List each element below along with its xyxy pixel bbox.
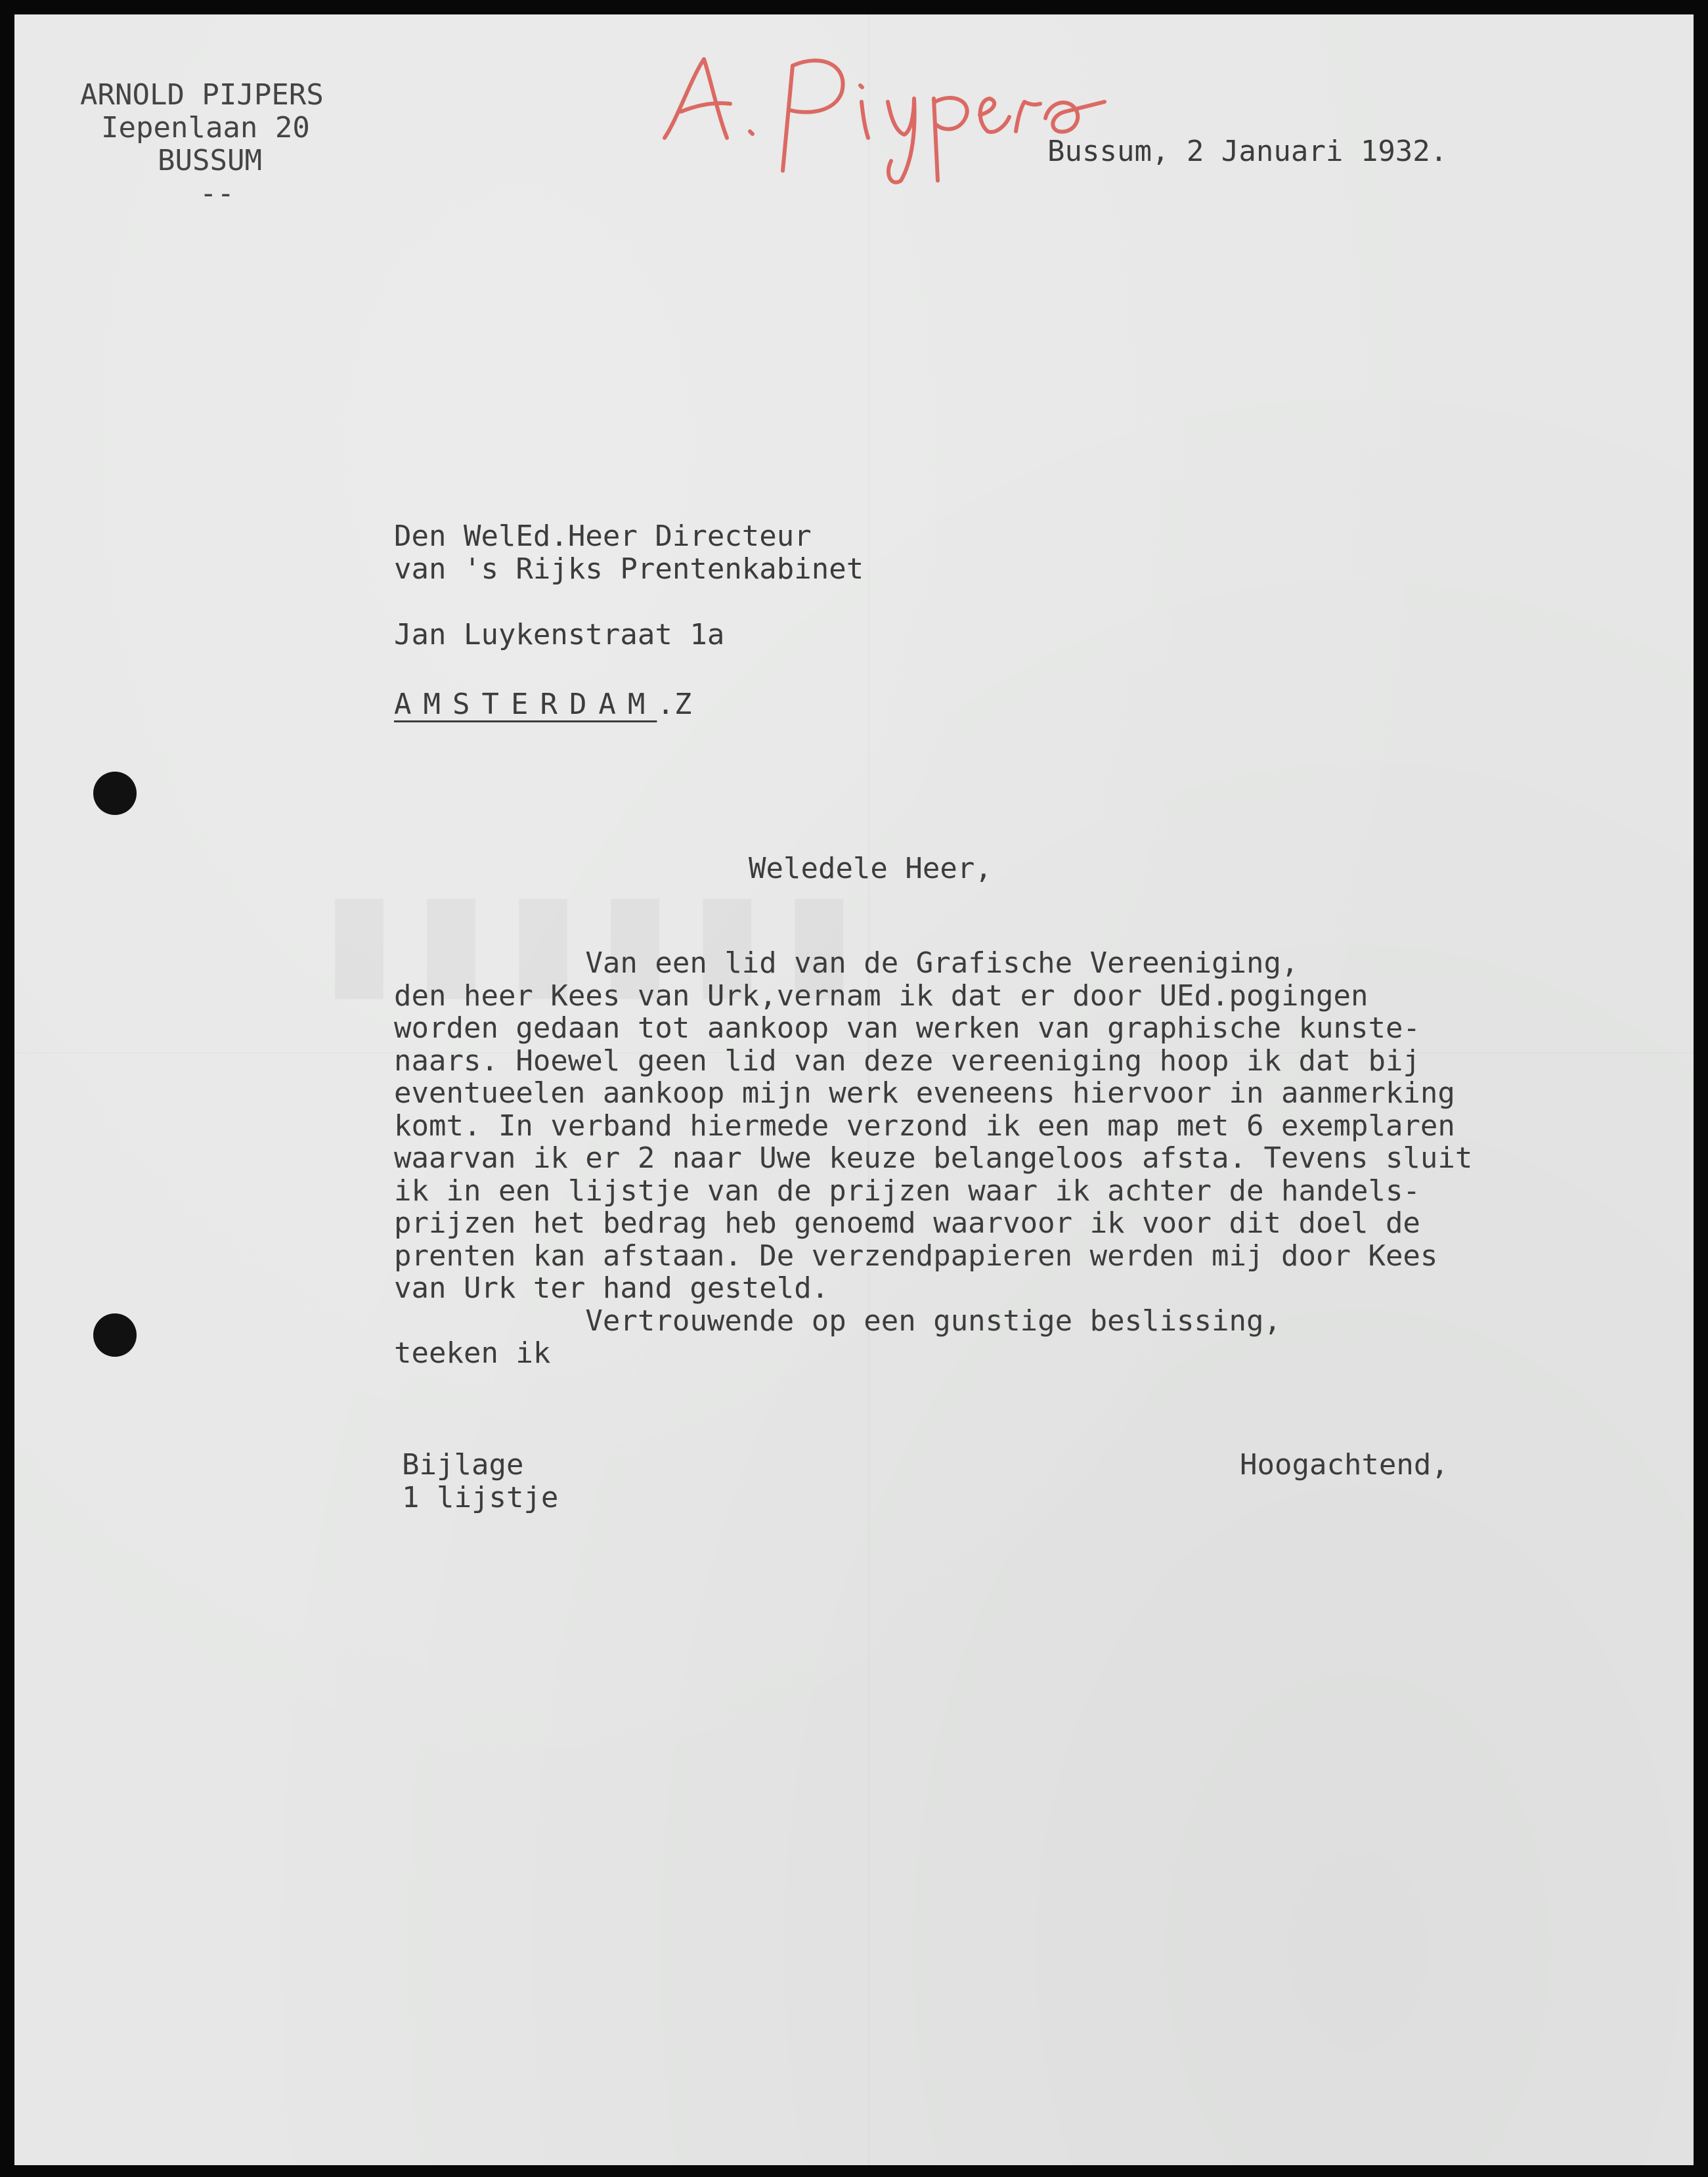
body-line: prenten kan afstaan. De verzendpapieren werden mij door Kees — [394, 1239, 1438, 1273]
salutation: Weledele Heer, — [749, 852, 992, 885]
body-line: waarvan ik er 2 naar Uwe keuze belangeloos afsta. Tevens sluit — [394, 1141, 1473, 1175]
sender-name: ARNOLD PIJPERS — [80, 78, 324, 112]
body-line: komt. In verband hiermede verzond ik een map met 6 exemplaren — [394, 1109, 1455, 1143]
enclosure-label: Bijlage — [402, 1448, 524, 1482]
handwritten-signature — [651, 39, 1111, 190]
sender-dashes: -- — [200, 177, 234, 210]
punch-hole-bottom — [93, 1313, 137, 1357]
body-line: ik in een lijstje van de prijzen waar ik achter de handels- — [394, 1174, 1420, 1208]
letter-page — [14, 14, 1694, 2165]
recipient-city-suffix: .Z — [657, 688, 692, 721]
body-line: van Urk ter hand gesteld. — [394, 1271, 829, 1305]
body-line: worden gedaan tot aankoop van werken van graphische kunste- — [394, 1011, 1420, 1045]
recipient-line2: van 's Rijks Prentenkabinet — [394, 552, 864, 586]
sender-street: Iepenlaan 20 — [101, 111, 310, 144]
body-line: naars. Hoewel geen lid van deze vereeniging hoop ik dat bij — [394, 1044, 1420, 1078]
recipient-street: Jan Luykenstraat 1a — [394, 618, 725, 651]
body-line: Van een lid van de Grafische Vereeniging, — [394, 946, 1299, 980]
punch-hole-top — [93, 772, 137, 815]
body-line: den heer Kees van Urk,vernam ik dat er door UEd.pogingen — [394, 979, 1369, 1013]
body-line: Vertrouwende op een gunstige beslissing, — [394, 1304, 1282, 1338]
body-line: eventueelen aankoop mijn werk eveneens hiervoor in aanmerking — [394, 1076, 1455, 1110]
body-line: teeken ik — [394, 1336, 551, 1370]
closing: Hoogachtend, — [1240, 1448, 1449, 1482]
body-line: prijzen het bedrag heb genoemd waarvoor ik voor dit doel de — [394, 1206, 1420, 1240]
recipient-line1: Den WelEd.Heer Directeur — [394, 519, 812, 553]
date-line: Bussum, 2 Januari 1932. — [1047, 135, 1448, 168]
sender-city: BUSSUM — [158, 144, 262, 177]
enclosure-item: 1 lijstje — [402, 1481, 559, 1514]
recipient-city — [394, 688, 691, 721]
recipient-city-spaced: AMSTERDAM — [394, 688, 657, 721]
letter-body — [394, 947, 1642, 1370]
